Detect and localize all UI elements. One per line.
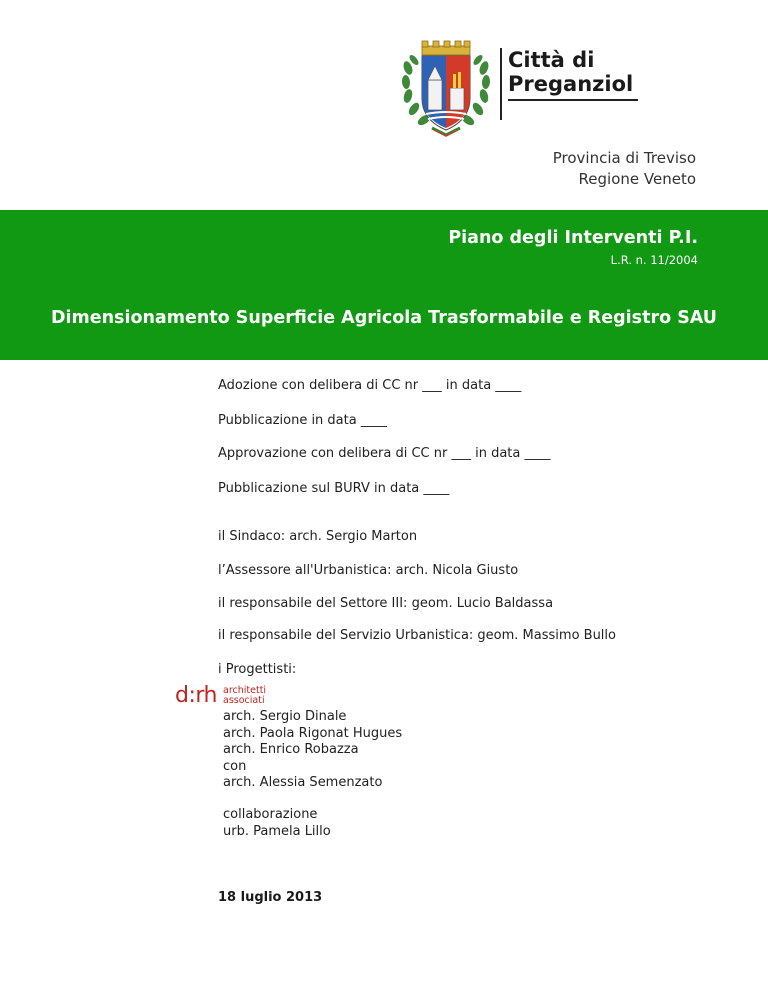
- official-sector-manager: il responsabile del Settore III: geom. Lucio Baldassa: [218, 596, 554, 611]
- firm-line1: architetti: [223, 685, 267, 696]
- city-logo: [398, 38, 648, 138]
- procedure-approval: Approvazione con delibera di CC nr ___ in data ____: [218, 446, 551, 461]
- coat-of-arms-icon: [398, 38, 494, 138]
- firm-line2: associati: [223, 695, 265, 706]
- document-date: 18 luglio 2013: [218, 890, 323, 905]
- official-mayor: il Sindaco: arch. Sergio Marton: [218, 529, 418, 544]
- procedure-publication: Pubblicazione in data ____: [218, 413, 387, 428]
- designers-label: i Progettisti:: [218, 662, 297, 677]
- law-reference: L.R. n. 11/2004: [610, 253, 698, 267]
- city-name-line2: Preganziol: [508, 72, 634, 96]
- designer-item: arch. Paola Rigonat Hugues: [223, 725, 403, 741]
- city-name-underline: [508, 99, 638, 101]
- logo-divider: [500, 48, 502, 120]
- plan-title: Piano degli Interventi P.I.: [448, 228, 698, 248]
- collaboration-label: collaborazione: [223, 807, 318, 822]
- procedure-burv-publication: Pubblicazione sul BURV in data ____: [218, 481, 450, 496]
- official-planning-manager: il responsabile del Servizio Urbanistica: geom. Massimo Bullo: [218, 628, 616, 643]
- region-text: Regione Veneto: [578, 170, 696, 188]
- designers-list: [223, 709, 402, 792]
- designer-item: arch. Sergio Dinale: [223, 709, 347, 724]
- designer-item: arch. Alessia Semenzato: [223, 775, 383, 790]
- collaboration-block: [223, 807, 331, 840]
- firm-mark: d:rh: [175, 683, 217, 708]
- official-councillor: l’Assessore all'Urbanistica: arch. Nicola Giusto: [218, 563, 519, 578]
- designer-item: con: [223, 758, 247, 774]
- collaborator-name: urb. Pamela Lillo: [223, 823, 331, 839]
- procedure-adoption: Adozione con delibera di CC nr ___ in data ____: [218, 378, 522, 393]
- title-band: [0, 210, 768, 360]
- province-region-block: [553, 148, 696, 190]
- document-subtitle: Dimensionamento Superficie Agricola Trasformabile e Registro SAU: [50, 308, 718, 328]
- firm-logo: [175, 684, 285, 710]
- city-name-line1: Città di: [508, 48, 595, 72]
- province-text: Provincia di Treviso: [552, 149, 696, 167]
- designer-item: arch. Enrico Robazza: [223, 742, 359, 757]
